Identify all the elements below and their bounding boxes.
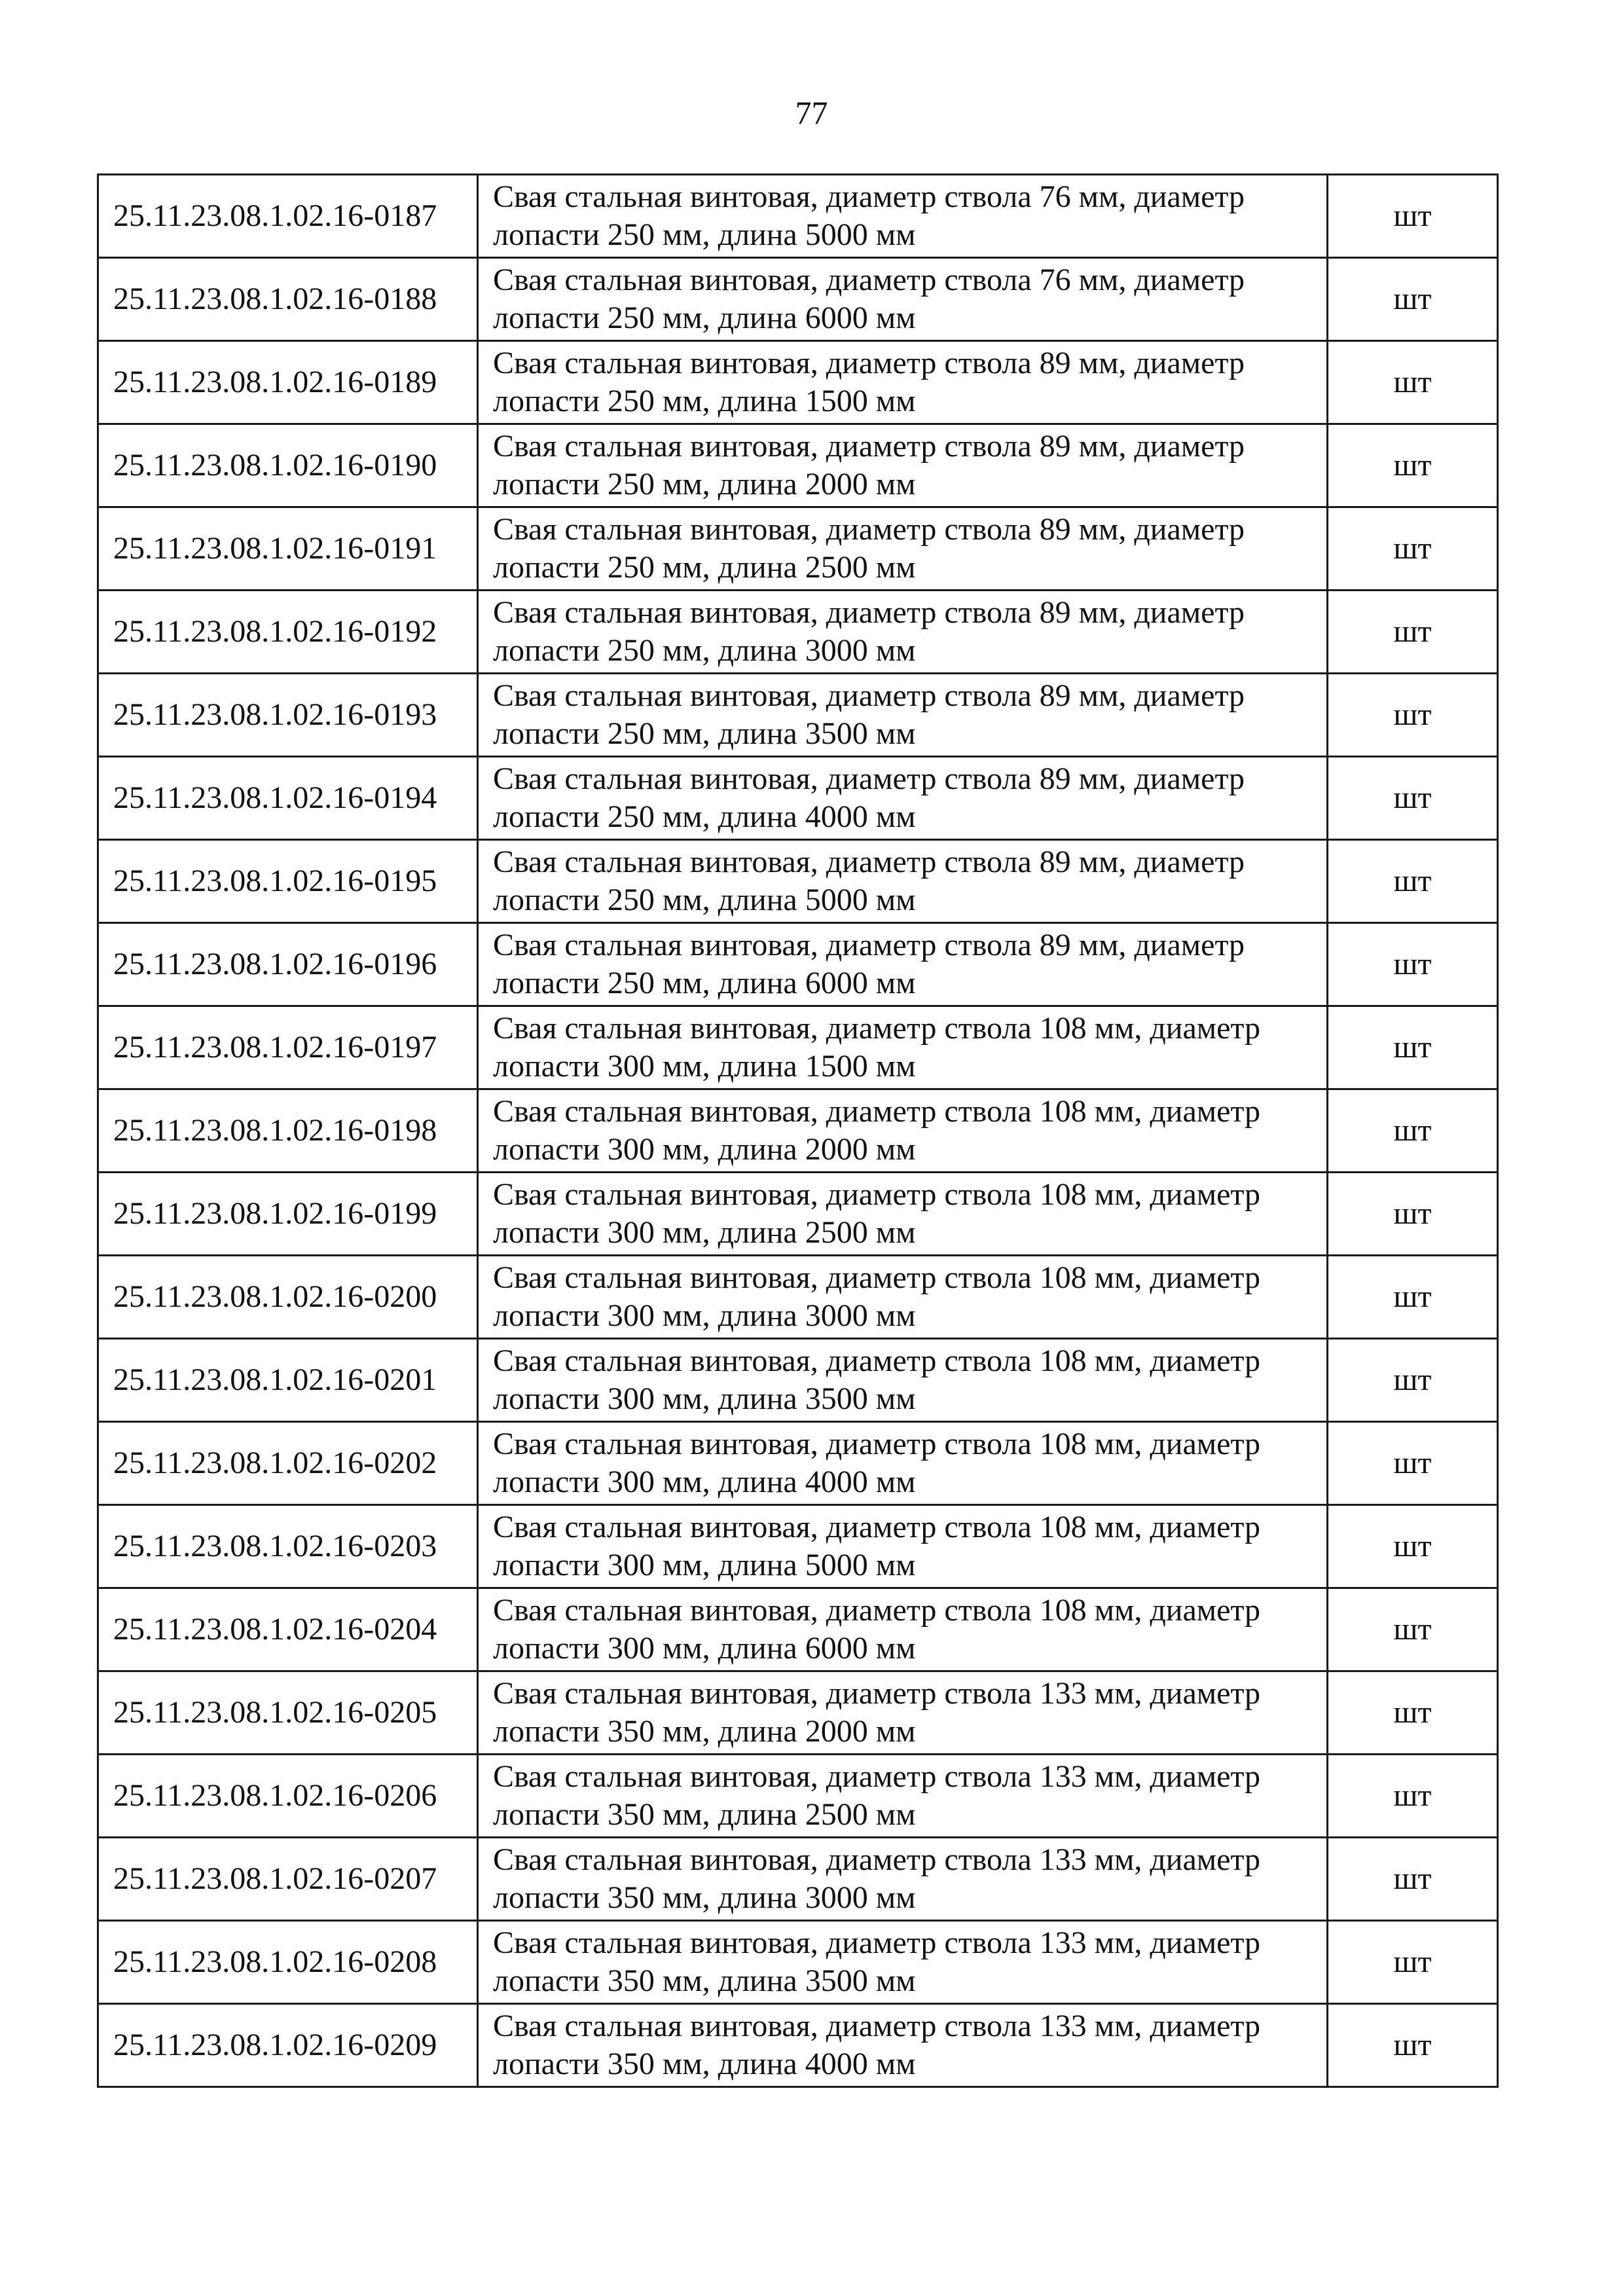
resource-name-line: лопасти 300 мм, длина 5000 мм (493, 1548, 916, 1582)
resource-name (478, 1505, 1328, 1588)
unit-of-measure: шт (1328, 1755, 1498, 1838)
resource-name-line: лопасти 300 мм, длина 2000 мм (493, 1132, 916, 1167)
unit-of-measure: шт (1328, 840, 1498, 923)
unit-of-measure: шт (1328, 1671, 1498, 1755)
resource-name-line: Свая стальная винтовая, диаметр ствола 89 мм, диаметр (493, 346, 1245, 380)
resource-name-line: Свая стальная винтовая, диаметр ствола 89 мм, диаметр (493, 595, 1245, 630)
resource-name (478, 1006, 1328, 1089)
table-row (98, 1173, 1498, 1256)
resource-name-line: лопасти 350 мм, длина 2500 мм (493, 1797, 916, 1832)
resource-name-line: Свая стальная винтовая, диаметр ствола 133 мм, диаметр (493, 1925, 1261, 1960)
resource-table (97, 173, 1499, 2088)
table-row (98, 1339, 1498, 1422)
table-row (98, 1838, 1498, 1921)
resource-code: 25.11.23.08.1.02.16-0189 (98, 341, 478, 424)
resource-name-line: лопасти 300 мм, длина 2500 мм (493, 1215, 916, 1250)
unit-of-measure: шт (1328, 1422, 1498, 1505)
table-row (98, 1671, 1498, 1755)
resource-name (478, 1671, 1328, 1755)
resource-name-line: лопасти 250 мм, длина 4000 мм (493, 799, 916, 834)
resource-name-line: Свая стальная винтовая, диаметр ствола 133 мм, диаметр (493, 1842, 1261, 1877)
resource-name-line: лопасти 250 мм, длина 3500 мм (493, 716, 916, 751)
resource-code: 25.11.23.08.1.02.16-0193 (98, 674, 478, 757)
table-row (98, 1755, 1498, 1838)
resource-name-line: лопасти 250 мм, длина 1500 мм (493, 384, 916, 418)
resource-name-line: лопасти 350 мм, длина 3500 мм (493, 1963, 916, 1998)
resource-name-line: лопасти 250 мм, длина 2500 мм (493, 550, 916, 585)
resource-code: 25.11.23.08.1.02.16-0201 (98, 1339, 478, 1422)
table-row (98, 591, 1498, 674)
resource-name-line: Свая стальная винтовая, диаметр ствола 133 мм, диаметр (493, 2009, 1261, 2043)
resource-name-line: Свая стальная винтовая, диаметр ствола 133 мм, диаметр (493, 1676, 1261, 1711)
resource-name-line: Свая стальная винтовая, диаметр ствола 108 мм, диаметр (493, 1427, 1261, 1461)
table-row (98, 1006, 1498, 1089)
resource-name-line: лопасти 300 мм, длина 3500 мм (493, 1381, 916, 1416)
table-body (98, 175, 1498, 2087)
resource-name-line: Свая стальная винтовая, диаметр ствола 133 мм, диаметр (493, 1759, 1261, 1794)
unit-of-measure: шт (1328, 1505, 1498, 1588)
table-row (98, 1505, 1498, 1588)
resource-name-line: лопасти 350 мм, длина 2000 мм (493, 1714, 916, 1749)
resource-code: 25.11.23.08.1.02.16-0197 (98, 1006, 478, 1089)
resource-name-line: лопасти 250 мм, длина 5000 мм (493, 883, 916, 917)
resource-name-line: лопасти 300 мм, длина 1500 мм (493, 1049, 916, 1084)
resource-code: 25.11.23.08.1.02.16-0199 (98, 1173, 478, 1256)
resource-name-line: лопасти 300 мм, длина 6000 мм (493, 1631, 916, 1666)
unit-of-measure: шт (1328, 507, 1498, 591)
resource-code: 25.11.23.08.1.02.16-0206 (98, 1755, 478, 1838)
resource-name (478, 1339, 1328, 1422)
table-row (98, 341, 1498, 424)
resource-name-line: лопасти 300 мм, длина 3000 мм (493, 1298, 916, 1333)
table-row (98, 840, 1498, 923)
resource-code: 25.11.23.08.1.02.16-0205 (98, 1671, 478, 1755)
table-row (98, 507, 1498, 591)
resource-code: 25.11.23.08.1.02.16-0188 (98, 258, 478, 341)
unit-of-measure: шт (1328, 1256, 1498, 1339)
resource-name (478, 1755, 1328, 1838)
unit-of-measure: шт (1328, 258, 1498, 341)
table-row (98, 1089, 1498, 1173)
resource-name-line: Свая стальная винтовая, диаметр ствола 76 мм, диаметр (493, 263, 1245, 297)
resource-name-line: Свая стальная винтовая, диаметр ствола 76 мм, диаметр (493, 179, 1245, 214)
resource-code: 25.11.23.08.1.02.16-0204 (98, 1588, 478, 1671)
table-row (98, 674, 1498, 757)
page-number: 77 (795, 94, 828, 131)
resource-name-line: Свая стальная винтовая, диаметр ствола 89 мм, диаметр (493, 761, 1245, 796)
unit-of-measure: шт (1328, 674, 1498, 757)
resource-name (478, 341, 1328, 424)
resource-code: 25.11.23.08.1.02.16-0202 (98, 1422, 478, 1505)
resource-name-line: лопасти 300 мм, длина 4000 мм (493, 1465, 916, 1499)
resource-name-line: лопасти 250 мм, длина 6000 мм (493, 966, 916, 1000)
resource-name (478, 424, 1328, 507)
unit-of-measure: шт (1328, 424, 1498, 507)
resource-name-line: Свая стальная винтовая, диаметр ствола 108 мм, диаметр (493, 1177, 1261, 1212)
resource-name-line: Свая стальная винтовая, диаметр ствола 89 мм, диаметр (493, 429, 1245, 464)
resource-code: 25.11.23.08.1.02.16-0209 (98, 2004, 478, 2087)
resource-name-line: лопасти 250 мм, длина 6000 мм (493, 301, 916, 335)
resource-code: 25.11.23.08.1.02.16-0207 (98, 1838, 478, 1921)
resource-name (478, 923, 1328, 1006)
resource-name (478, 757, 1328, 840)
resource-name-line: лопасти 350 мм, длина 3000 мм (493, 1880, 916, 1915)
resource-name (478, 1921, 1328, 2004)
resource-code: 25.11.23.08.1.02.16-0195 (98, 840, 478, 923)
resource-name-line: Свая стальная винтовая, диаметр ствола 89 мм, диаметр (493, 678, 1245, 713)
resource-name-line: Свая стальная винтовая, диаметр ствола 108 мм, диаметр (493, 1094, 1261, 1129)
resource-name (478, 840, 1328, 923)
unit-of-measure: шт (1328, 1173, 1498, 1256)
resource-name-line: Свая стальная винтовая, диаметр ствола 108 мм, диаметр (493, 1593, 1261, 1628)
resource-name (478, 175, 1328, 258)
resource-code: 25.11.23.08.1.02.16-0196 (98, 923, 478, 1006)
unit-of-measure: шт (1328, 923, 1498, 1006)
unit-of-measure: шт (1328, 175, 1498, 258)
resource-code: 25.11.23.08.1.02.16-0187 (98, 175, 478, 258)
resource-name (478, 507, 1328, 591)
resource-name-line: Свая стальная винтовая, диаметр ствола 108 мм, диаметр (493, 1510, 1261, 1544)
unit-of-measure: шт (1328, 591, 1498, 674)
resource-name (478, 258, 1328, 341)
table-row (98, 923, 1498, 1006)
unit-of-measure: шт (1328, 2004, 1498, 2087)
resource-name (478, 1173, 1328, 1256)
resource-name-line: Свая стальная винтовая, диаметр ствола 89 мм, диаметр (493, 845, 1245, 879)
resource-name-line: лопасти 250 мм, длина 3000 мм (493, 633, 916, 668)
unit-of-measure: шт (1328, 1838, 1498, 1921)
resource-code: 25.11.23.08.1.02.16-0194 (98, 757, 478, 840)
resource-name-line: Свая стальная винтовая, диаметр ствола 89 мм, диаметр (493, 928, 1245, 962)
resource-name (478, 1256, 1328, 1339)
unit-of-measure: шт (1328, 1921, 1498, 2004)
table-row (98, 258, 1498, 341)
resource-code: 25.11.23.08.1.02.16-0191 (98, 507, 478, 591)
resource-code: 25.11.23.08.1.02.16-0203 (98, 1505, 478, 1588)
resource-name (478, 591, 1328, 674)
unit-of-measure: шт (1328, 341, 1498, 424)
resource-name (478, 1422, 1328, 1505)
resource-name (478, 674, 1328, 757)
resource-name-line: лопасти 350 мм, длина 4000 мм (493, 2047, 916, 2081)
table-row (98, 1422, 1498, 1505)
resource-code: 25.11.23.08.1.02.16-0190 (98, 424, 478, 507)
unit-of-measure: шт (1328, 757, 1498, 840)
table-row (98, 1921, 1498, 2004)
resource-name-line: Свая стальная винтовая, диаметр ствола 108 мм, диаметр (493, 1011, 1261, 1046)
resource-name-line: Свая стальная винтовая, диаметр ствола 108 мм, диаметр (493, 1343, 1261, 1378)
resource-code: 25.11.23.08.1.02.16-0192 (98, 591, 478, 674)
table-row (98, 1588, 1498, 1671)
unit-of-measure: шт (1328, 1006, 1498, 1089)
resource-name-line: Свая стальная винтовая, диаметр ствола 108 мм, диаметр (493, 1260, 1261, 1295)
resource-code: 25.11.23.08.1.02.16-0200 (98, 1256, 478, 1339)
resource-name (478, 1588, 1328, 1671)
unit-of-measure: шт (1328, 1588, 1498, 1671)
table-row (98, 2004, 1498, 2087)
table-row (98, 424, 1498, 507)
unit-of-measure: шт (1328, 1339, 1498, 1422)
resource-name-line: лопасти 250 мм, длина 5000 мм (493, 217, 916, 252)
resource-name-line: лопасти 250 мм, длина 2000 мм (493, 467, 916, 501)
table-row (98, 757, 1498, 840)
resource-code: 25.11.23.08.1.02.16-0208 (98, 1921, 478, 2004)
resource-name-line: Свая стальная винтовая, диаметр ствола 89 мм, диаметр (493, 512, 1245, 547)
resource-name (478, 1838, 1328, 1921)
resource-name (478, 1089, 1328, 1173)
table-row (98, 1256, 1498, 1339)
resource-code: 25.11.23.08.1.02.16-0198 (98, 1089, 478, 1173)
resource-name (478, 2004, 1328, 2087)
unit-of-measure: шт (1328, 1089, 1498, 1173)
table-row (98, 175, 1498, 258)
